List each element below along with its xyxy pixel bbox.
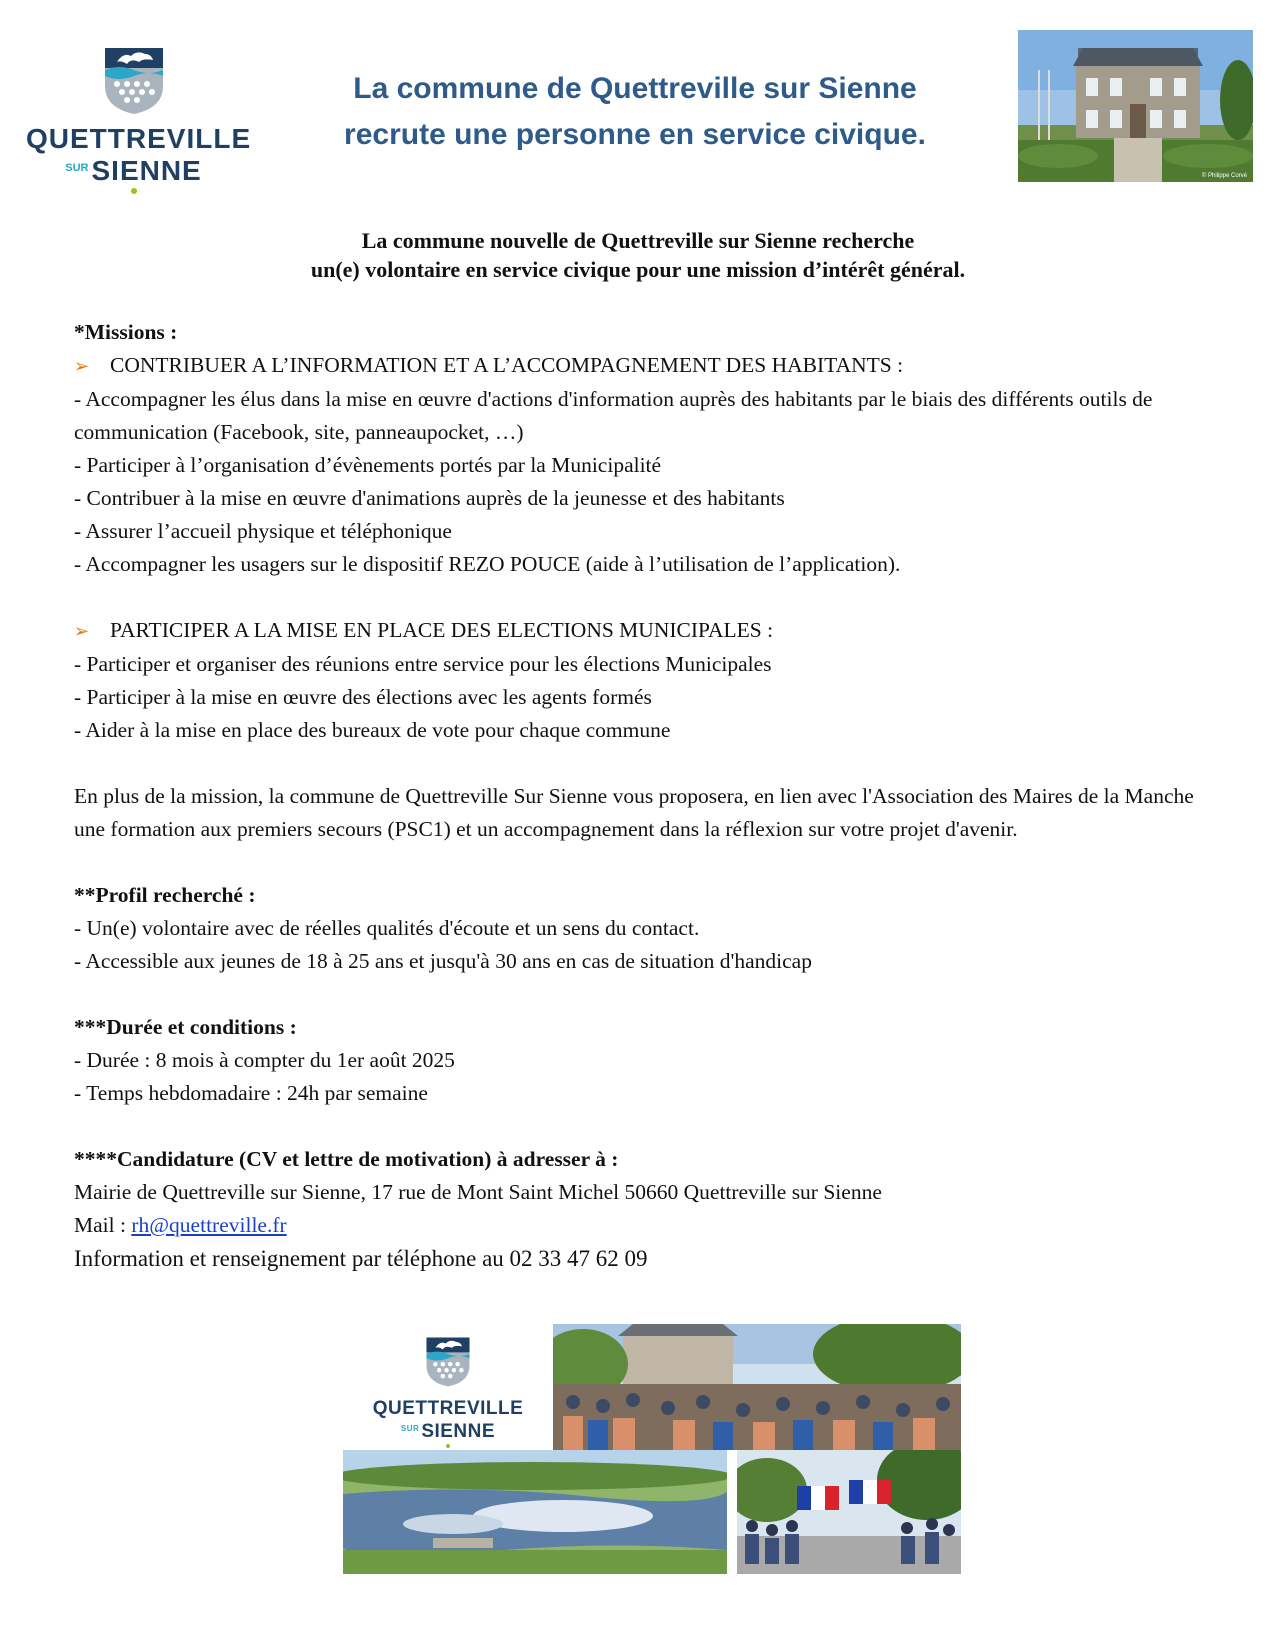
logo-sur: SUR bbox=[65, 162, 89, 174]
list-item: - Participer à la mise en œuvre des élections avec les agents formés bbox=[74, 685, 652, 709]
logo-dot bbox=[131, 188, 137, 194]
collage-logo-sienne: SIENNE bbox=[421, 1421, 496, 1442]
application-heading: ****Candidature (CV et lettre de motivation) à adresser à : bbox=[74, 1147, 619, 1171]
mail-label: Mail : bbox=[74, 1213, 132, 1237]
duration-heading: ***Durée et conditions : bbox=[74, 1015, 297, 1039]
list-item: - Participer à l’organisation d’évènements portés par la Municipalité bbox=[74, 453, 662, 477]
list-item: - Contribuer à la mise en œuvre d'animations auprès de la jeunesse et des habitants bbox=[74, 486, 785, 510]
logo-name-line2 bbox=[26, 154, 241, 185]
missions-heading: *Missions : bbox=[74, 320, 178, 344]
collage-logo-line1: QUETTREVILLE bbox=[372, 1398, 524, 1419]
list-item: - Accompagner les usagers sur le dispositif REZO POUCE (aide à l’utilisation de l’application). bbox=[74, 552, 901, 576]
commune-logo bbox=[26, 46, 252, 196]
application-phone: Information et renseignement par téléphone au 02 33 47 62 09 bbox=[74, 1246, 648, 1271]
town-hall-image bbox=[1018, 30, 1253, 182]
email-link[interactable]: rh@quettreville.fr bbox=[131, 1213, 287, 1237]
section2-title-text: PARTICIPER A LA MISE EN PLACE DES ELECTIONS MUNICIPALES : bbox=[110, 618, 774, 642]
collage-logo-dot bbox=[446, 1444, 450, 1448]
section1-title-text: CONTRIBUER A L’INFORMATION ET A L’ACCOMPAGNEMENT DES HABITANTS : bbox=[110, 353, 904, 377]
list-item: - Participer et organiser des réunions entre service pour les élections Municipales bbox=[74, 652, 772, 676]
coat-of-arms-icon bbox=[103, 46, 165, 116]
list-item: - Accompagner les élus dans la mise en œuvre d'actions d'information auprès des habitants par le biais des différents outils de communication (Facebook, site, panneaupocket, …) bbox=[74, 387, 1153, 444]
training-paragraph: En plus de la mission, la commune de Quettreville Sur Sienne vous proposera, en lien avec l'Association des Maires de la Manche une formation aux premiers secours (PSC1) et un accompagnement dans la réflexion sur votre projet d'avenir. bbox=[74, 784, 1194, 841]
crowd-photo bbox=[553, 1324, 961, 1450]
collage-logo bbox=[343, 1324, 553, 1450]
coat-of-arms-icon bbox=[425, 1336, 471, 1388]
missions-section1-title bbox=[74, 349, 1214, 383]
list-item: - Temps hebdomadaire : 24h par semaine bbox=[74, 1081, 428, 1105]
collage-logo-line2 bbox=[343, 1419, 553, 1442]
town-hall-photo bbox=[1018, 30, 1253, 182]
photo-credit: © Philippe Corvé bbox=[1201, 173, 1247, 179]
page-title-line1: La commune de Quettreville sur Sienne bbox=[353, 72, 917, 105]
intro-line2: un(e) volontaire en service civique pour une mission d’intérêt général. bbox=[310, 257, 966, 282]
arrow-bullet-icon: ➢ bbox=[74, 621, 90, 642]
page-title-line2: recrute une personne en service civique. bbox=[344, 118, 926, 151]
list-item: - Un(e) volontaire avec de réelles qualités d'écoute et un sens du contact. bbox=[74, 916, 700, 940]
application-mail bbox=[74, 1209, 1214, 1242]
photo-collage bbox=[343, 1324, 961, 1574]
job-description bbox=[74, 316, 1214, 1275]
list-item: - Durée : 8 mois à compter du 1er août 2025 bbox=[74, 1048, 455, 1072]
intro-text bbox=[74, 226, 1202, 284]
page-title bbox=[265, 66, 1005, 158]
list-item: - Assurer l’accueil physique et téléphonique bbox=[74, 519, 452, 543]
collage-logo-sur: SUR bbox=[400, 1424, 420, 1433]
application-address: Mairie de Quettreville sur Sienne, 17 rue de Mont Saint Michel 50660 Quettreville sur Sienne bbox=[74, 1180, 882, 1204]
intro-line1: La commune nouvelle de Quettreville sur Sienne recherche bbox=[361, 228, 915, 253]
list-item: - Aider à la mise en place des bureaux de vote pour chaque commune bbox=[74, 718, 671, 742]
river-photo bbox=[343, 1450, 727, 1574]
missions-section2-title bbox=[74, 614, 1214, 648]
arrow-bullet-icon: ➢ bbox=[74, 356, 90, 377]
flag-ceremony-photo bbox=[737, 1450, 961, 1574]
profile-heading: **Profil recherché : bbox=[74, 883, 256, 907]
logo-sienne: SIENNE bbox=[91, 155, 202, 186]
logo-name-line1: QUETTREVILLE bbox=[26, 123, 252, 154]
list-item: - Accessible aux jeunes de 18 à 25 ans et jusqu'à 30 ans en cas de situation d'handicap bbox=[74, 949, 812, 973]
